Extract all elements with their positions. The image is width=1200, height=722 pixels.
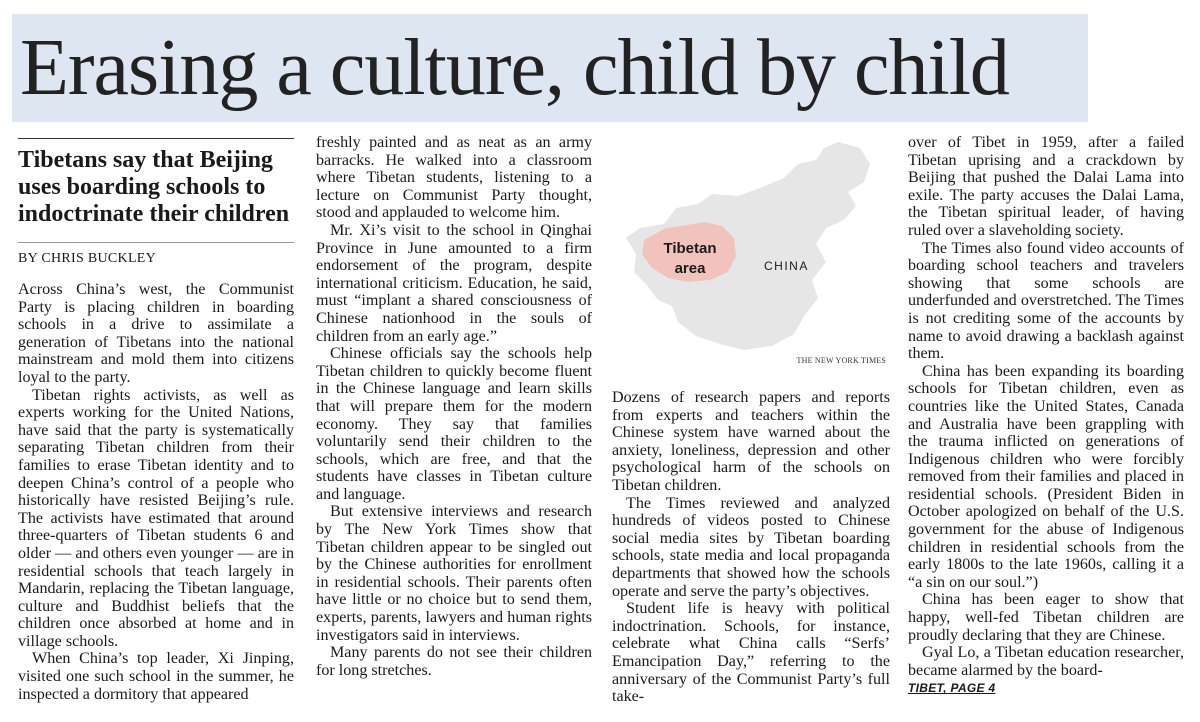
headline: Erasing a culture, child by child (20, 24, 1009, 112)
article-paragraph: Across China’s west, the Communist Party is placing children in boarding schools in a drive to assimilate a generation of Tibetans into the national mainstream and mold them into citizens loyal to the party. (18, 281, 294, 386)
article-paragraph: Many parents do not see their children for long stretches. (316, 644, 592, 679)
article-paragraph: China has been eager to show that happy, well-fed Tibetan children are proudly declaring that they are Chinese. (908, 591, 1184, 644)
column-4 (908, 134, 1184, 709)
tibet-label-line2: area (674, 260, 706, 277)
article-paragraph: Dozens of research papers and reports from experts and teachers within the Chinese system have warned about the anxiety, loneliness, depression and other psychological harm of the schools on Tibetan children. (612, 389, 890, 494)
article-paragraph: The Times reviewed and analyzed hundreds of videos posted to Chinese social media sites by Tibetan boarding schools, state media and local propaganda departments that showed how the schools operate and serve the party’s objectives. (612, 494, 890, 600)
article-paragraph: Gyal Lo, a Tibetan education researcher, became alarmed by the board- (908, 644, 1184, 679)
tibet-label-line1: Tibetan (663, 240, 717, 257)
article-paragraph: China has been expanding its boarding schools for Tibetan children, even as countries like the United States, Canada and Australia have been grappling with the trauma inflicted on generations of Indigenous children who were forcibly removed from their families and placed in residential schools. (President Biden in October apologized on behalf of the U.S. government for the abuse of Indigenous children in residential schools from the early 1800s to the late 1960s, calling it a “a sin on our soul.”) (908, 362, 1184, 591)
article-paragraph: freshly painted and as neat as an army barracks. He walked into a classroom where Tibetan students, listening to a lecture on Communist Party thought, stood and applauded to welcome him. (316, 134, 592, 222)
jump-line (908, 679, 1184, 697)
article-paragraph: Chinese officials say the schools help Tibetan children to quickly become fluent in the Chinese language and learn skills that will prepare them for the modern economy. They say that families voluntarily send their children to the schools, which are free, and that the students have classes in Tibetan culture and language. (316, 345, 592, 503)
byline: BY CHRIS BUCKLEY (18, 242, 294, 267)
article-paragraph: Student life is heavy with political indoctrination. Schools, for instance, celebrate what China calls “Serfs’ Emancipation Day,” referring to the anniversary of the Communist Party’s full take- (612, 600, 890, 706)
column-1 (18, 138, 294, 722)
article-paragraph: Mr. Xi’s visit to the school in Qinghai Province in June amounted to a firm endorsement of the program, despite international criticism. Education, he said, must “implant a shared consciousness of Chinese nationhood in the souls of children from an early age.” (316, 221, 592, 345)
article-paragraph: Tibetan rights activists, as well as experts working for the United Nations, have said that the party is systematically separating Tibetan children from their families to erase Tibetan identity and to deepen China’s control of a people who historically have resisted Beijing’s rule. The activists have estimated that around three-quarters of Tibetan students 6 and older — and others even younger — are in residential schools that teach largely in Mandarin, replacing the Tibetan language, culture and Buddhist beliefs that the children once absorbed at home and in village schools. (18, 386, 294, 650)
column-2 (316, 134, 592, 709)
article-paragraph: over of Tibet in 1959, after a failed Tibetan uprising and a crackdown by Beijing that pushed the Dalai Lama into exile. The party accuses the Dalai Lama, the Tibetan spiritual leader, of having ruled over a slaveholding society. (908, 134, 1184, 239)
map-graphic (612, 134, 890, 379)
graphic-credit: THE NEW YORK TIMES (796, 356, 886, 365)
article-paragraph: When China’s top leader, Xi Jinping, visited one such school in the summer, he inspected a dormitory that appeared (18, 650, 294, 703)
article-paragraph: But extensive interviews and research by The New York Times show that Tibetan children appear to be singled out by the Chinese authorities for enrollment in residential schools. Their parents often have little or no choice but to send them, experts, parents, lawyers and human rights investigators said in interviews. (316, 503, 592, 644)
deck-subheadline: Tibetans say that Beijing uses boarding schools to indoctrinate their children (18, 147, 290, 227)
article-paragraph: The Times also found video accounts of boarding school teachers and travelers showing that some schools are underfunded and overstretched. The Times is not crediting some of the accounts by name to avoid drawing a backlash against them. (908, 239, 1184, 363)
jump-link[interactable]: TIBET, PAGE 4 (908, 681, 996, 696)
china-map (612, 134, 890, 379)
china-label: CHINA (764, 259, 809, 273)
column-3 (612, 134, 890, 709)
